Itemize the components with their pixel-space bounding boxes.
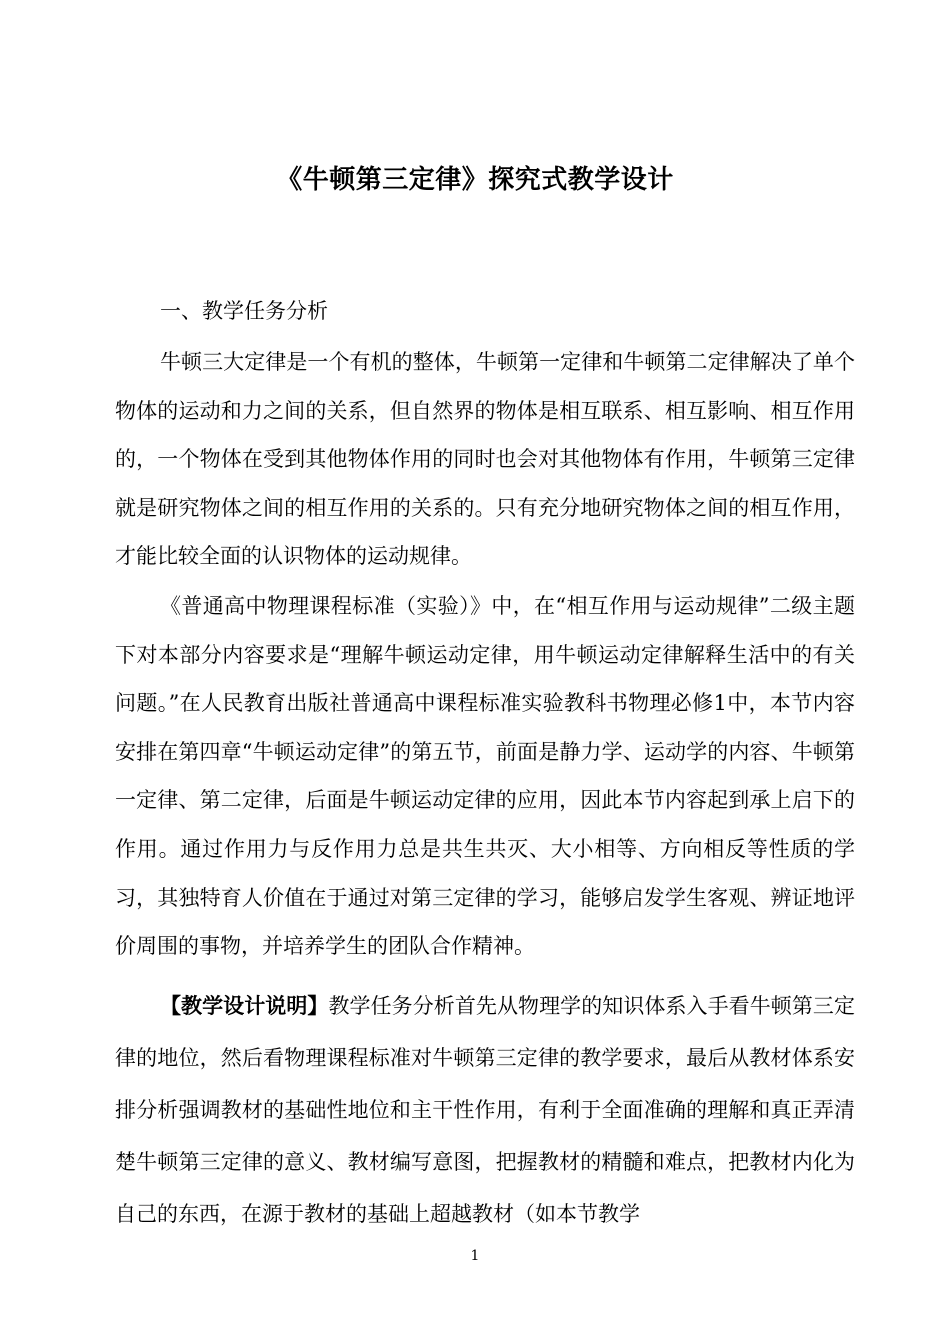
paragraph-task-analysis: 牛顿三大定律是一个有机的整体，牛顿第一定律和牛顿第二定律解决了单个物体的运动和力之间的关系，但自然界的物体是相互联系、相互影响、相互作用的，一个物体在受到其他物体作用的同时也会对其他物体有作用，牛顿第三定律就是研究物体之间的相互作用的关系的。只有充分地研究物体之间的相互作用，才能比较全面的认识物体的运动规律。 [115, 350, 855, 569]
paragraph-design-note [115, 980, 855, 1240]
paragraph-curriculum-standard: 《普通高中物理课程标准（实验）》中，在“相互作用与运动规律”二级主题下对本部分内容要求是“理解牛顿运动定律，用牛顿运动定律解释生活中的有关问题。”在人民教育出版社普通高中课程标准实验教科书物理必修1中，本节内容安排在第四章“牛顿运动定律”的第五节，前面是静力学、运动学的内容、牛顿第一定律、第二定律，后面是牛顿运动定律的应用，因此本节内容起到承上启下的作用。通过作用力与反作用力总是共生共灭、大小相等、方向相反等性质的学习，其独特育人价值在于通过对第三定律的学习，能够启发学生客观、辨证地评价周围的事物，并培养学生的团队合作精神。 [115, 594, 855, 959]
design-note-label: 【教学设计说明】 [160, 994, 329, 1018]
page-number: 1 [470, 1248, 480, 1264]
section-heading: 一、教学任务分析 [160, 299, 328, 323]
document-title: 《牛顿第三定律》探究式教学设计 [276, 165, 674, 195]
design-note-text: 教学任务分析首先从物理学的知识体系入手看牛顿第三定律的地位，然后看物理课程标准对牛顿第三定律的教学要求，最后从教材体系安排分析强调教材的基础性地位和主干性作用，有利于全面准确的理解和真正弄清楚牛顿第三定律的意义、教材编写意图，把握教材的精髓和难点，把教材内化为自己的东西，在源于教材的基础上超越教材（如本节教学 [115, 994, 855, 1226]
